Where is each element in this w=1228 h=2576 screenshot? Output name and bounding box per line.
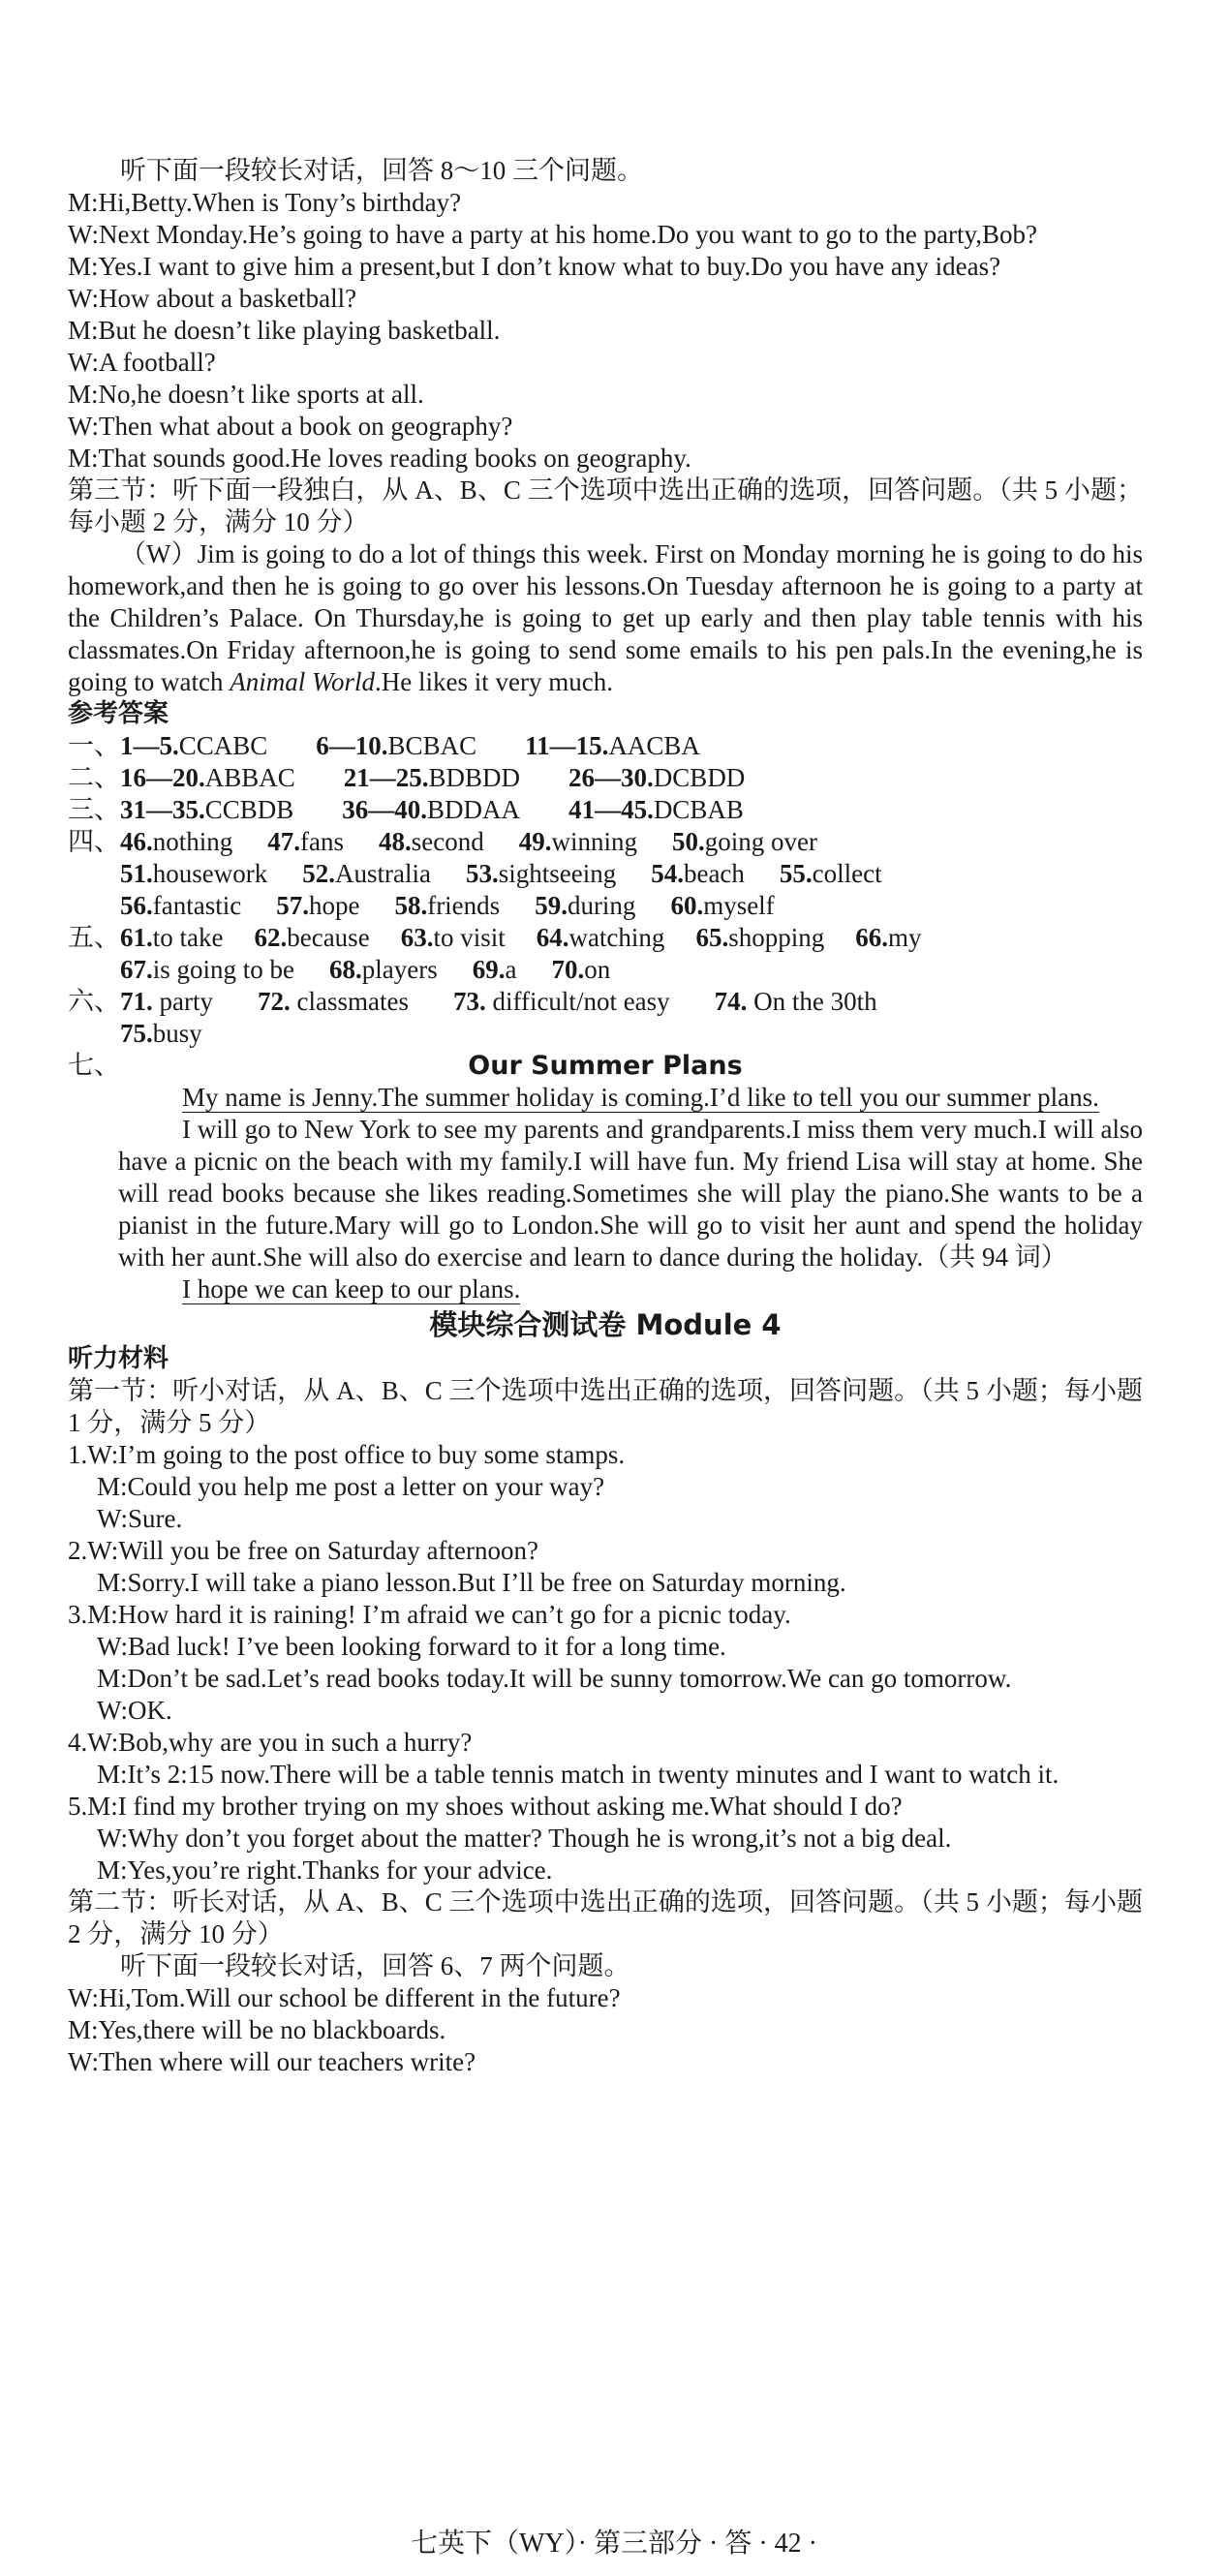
section1-items: [68, 1439, 1143, 1886]
page-footer: 七英下（WY）· 第三部分 · 答 · 42 ·: [411, 2529, 817, 2559]
list-item: M:Sorry.I will take a piano lesson.But I’ll be free on Saturday morning.: [97, 1568, 846, 1597]
essay-paragraph: My name is Jenny.The summer holiday is coming.I’d like to tell you our summer plans.: [182, 1083, 1099, 1112]
dialogue-line: M:That sounds good.He loves reading books on geography.: [68, 444, 691, 473]
list-item: W:Bad luck! I’ve been looking forward to it for a long time.: [97, 1632, 726, 1661]
list-item: M:It’s 2:15 now.There will be a table tennis match in twenty minutes and I want to watch it.: [97, 1760, 1059, 1789]
answer-row: 五、 61.to take 62.because 63.to visit 64.watching 65.shopping 66.my: [68, 923, 922, 952]
dialogue-line: W:A football?: [68, 348, 216, 377]
section1-title: 第一节：听小对话，从 A、B、C 三个选项中选出正确的选项，回答问题。（共 5 小题；每小题 1 分，满分 5 分）: [68, 1376, 1143, 1437]
answer-row: 67.is going to be 68.players 69.a 70.on: [120, 955, 611, 984]
page-content: [68, 155, 1143, 2078]
listening-heading: 听力材料: [68, 1344, 169, 1373]
answer-row: 二、 16—20.ABBAC 21—25.BDBDD 26—30.DCBDD: [68, 763, 746, 792]
dialogue-line: M:Yes,there will be no blackboards.: [68, 2015, 446, 2044]
part7-header: 七、 Our Summer Plans: [68, 1050, 1143, 1082]
dialogue-line: W:Then where will our teachers write?: [68, 2047, 476, 2076]
section3-title: 第三节：听下面一段独白，从 A、B、C 三个选项中选出正确的选项，回答问题。（共 5 小题；每小题 2 分，满分 10 分）: [68, 475, 1143, 537]
list-item: M:Don’t be sad.Let’s read books today.It will be sunny tomorrow.We can go tomorrow.: [97, 1664, 1012, 1693]
dialogue-line: W:Then what about a book on geography?: [68, 412, 513, 441]
list-item: W:Sure.: [97, 1504, 183, 1533]
essay: [68, 1082, 1143, 1305]
monologue-text: （W）Jim is going to do a lot of things this week. First on Monday morning he is going to do his homework,and then he is going to go over his lessons.On Tuesday afternoon he is going to a party at the Children’s Palace. On Thursday,he is going to get up early and then play table tennis with his classmates.On Friday afternoon,he is going to send some emails to his pen pals.In the evening,he is going to watch: [68, 539, 1143, 696]
answer-row: 四、 46.nothing 47.fans 48.second 49.winning 50.going over: [68, 827, 817, 856]
module-title: 模块综合测试卷 Module 4: [429, 1308, 782, 1341]
list-item: M:Could you help me post a letter on your way?: [97, 1472, 605, 1501]
answer-row: 51.housework 52.Australia 53.sightseeing 54.beach 55.collect: [120, 859, 882, 888]
dialogue-8-10: [68, 187, 1143, 475]
list-item: 1.W:I’m going to the post office to buy some stamps.: [68, 1440, 626, 1469]
monologue: [68, 538, 1143, 698]
dialogue-line: W:Hi,Tom.Will our school be different in the future?: [68, 1983, 621, 2012]
dialogue-line: M:No,he doesn’t like sports at all.: [68, 380, 424, 409]
list-item: 3.M:How hard it is raining! I’m afraid we can’t go for a picnic today.: [68, 1600, 791, 1629]
dialogue-intro: 听下面一段较长对话，回答 8～10 三个问题。: [120, 156, 643, 185]
answer-row: 56.fantastic 57.hope 58.friends 59.during 60.myself: [120, 891, 775, 920]
essay-paragraph: I hope we can keep to our plans.: [182, 1274, 521, 1303]
answer-row: 六、 71. party 72. classmates 73. difficult/not easy 74. On the 30th: [68, 987, 877, 1016]
monologue-end: .He likes it very much.: [375, 667, 613, 696]
dialogue-line: M:Hi,Betty.When is Tony’s birthday?: [68, 188, 462, 217]
list-item: W:Why don’t you forget about the matter? Though he is wrong,it’s not a big deal.: [97, 1824, 952, 1853]
list-item: 4.W:Bob,why are you in such a hurry?: [68, 1728, 473, 1757]
answers-block: [68, 730, 1143, 1305]
answer-row: 三、 31—35.CCBDB 36—40.BDDAA 41—45.DCBAB: [68, 795, 744, 824]
dialogue-line: W:Next Monday.He’s going to have a party at his home.Do you want to go to the party,Bob?: [68, 220, 1038, 249]
dialogue-line: M:But he doesn’t like playing basketball.: [68, 316, 501, 345]
essay-title: Our Summer Plans: [468, 1051, 743, 1081]
list-item: W:OK.: [97, 1696, 172, 1725]
dialogue-line: W:How about a basketball?: [68, 284, 357, 313]
list-item: M:Yes,you’re right.Thanks for your advice.: [97, 1855, 553, 1885]
dialogue-line: M:Yes.I want to give him a present,but I don’t know what to buy.Do you have any ideas?: [68, 252, 1001, 281]
list-item: 5.M:I find my brother trying on my shoes without asking me.What should I do?: [68, 1792, 903, 1821]
section2-intro: 听下面一段较长对话，回答 6、7 两个问题。: [120, 1951, 630, 1980]
answer-row: 75.busy: [120, 1019, 202, 1048]
answers-heading: 参考答案: [68, 699, 169, 728]
tv-show-title: Animal World: [230, 667, 375, 696]
answer-row: 一、 1—5.CCABC 6—10.BCBAC 11—15.AACBA: [68, 731, 700, 760]
list-item: 2.W:Will you be free on Saturday afternoon?: [68, 1536, 538, 1565]
section2-title: 第二节：听长对话，从 A、B、C 三个选项中选出正确的选项，回答问题。（共 5 小题；每小题 2 分，满分 10 分）: [68, 1887, 1143, 1948]
essay-paragraph: I will go to New York to see my parents and grandparents.I miss them very much.I will also have a picnic on the beach with my family.I will have fun. My friend Lisa will stay at home. She will read books because she likes reading.Sometimes she will play the piano.She wants to be a pianist in the future.Mary will go to London.She will go to visit her aunt and spend the holiday with her aunt.She will also do exercise and learn to dance during the holiday.（共 94 词）: [118, 1115, 1143, 1272]
